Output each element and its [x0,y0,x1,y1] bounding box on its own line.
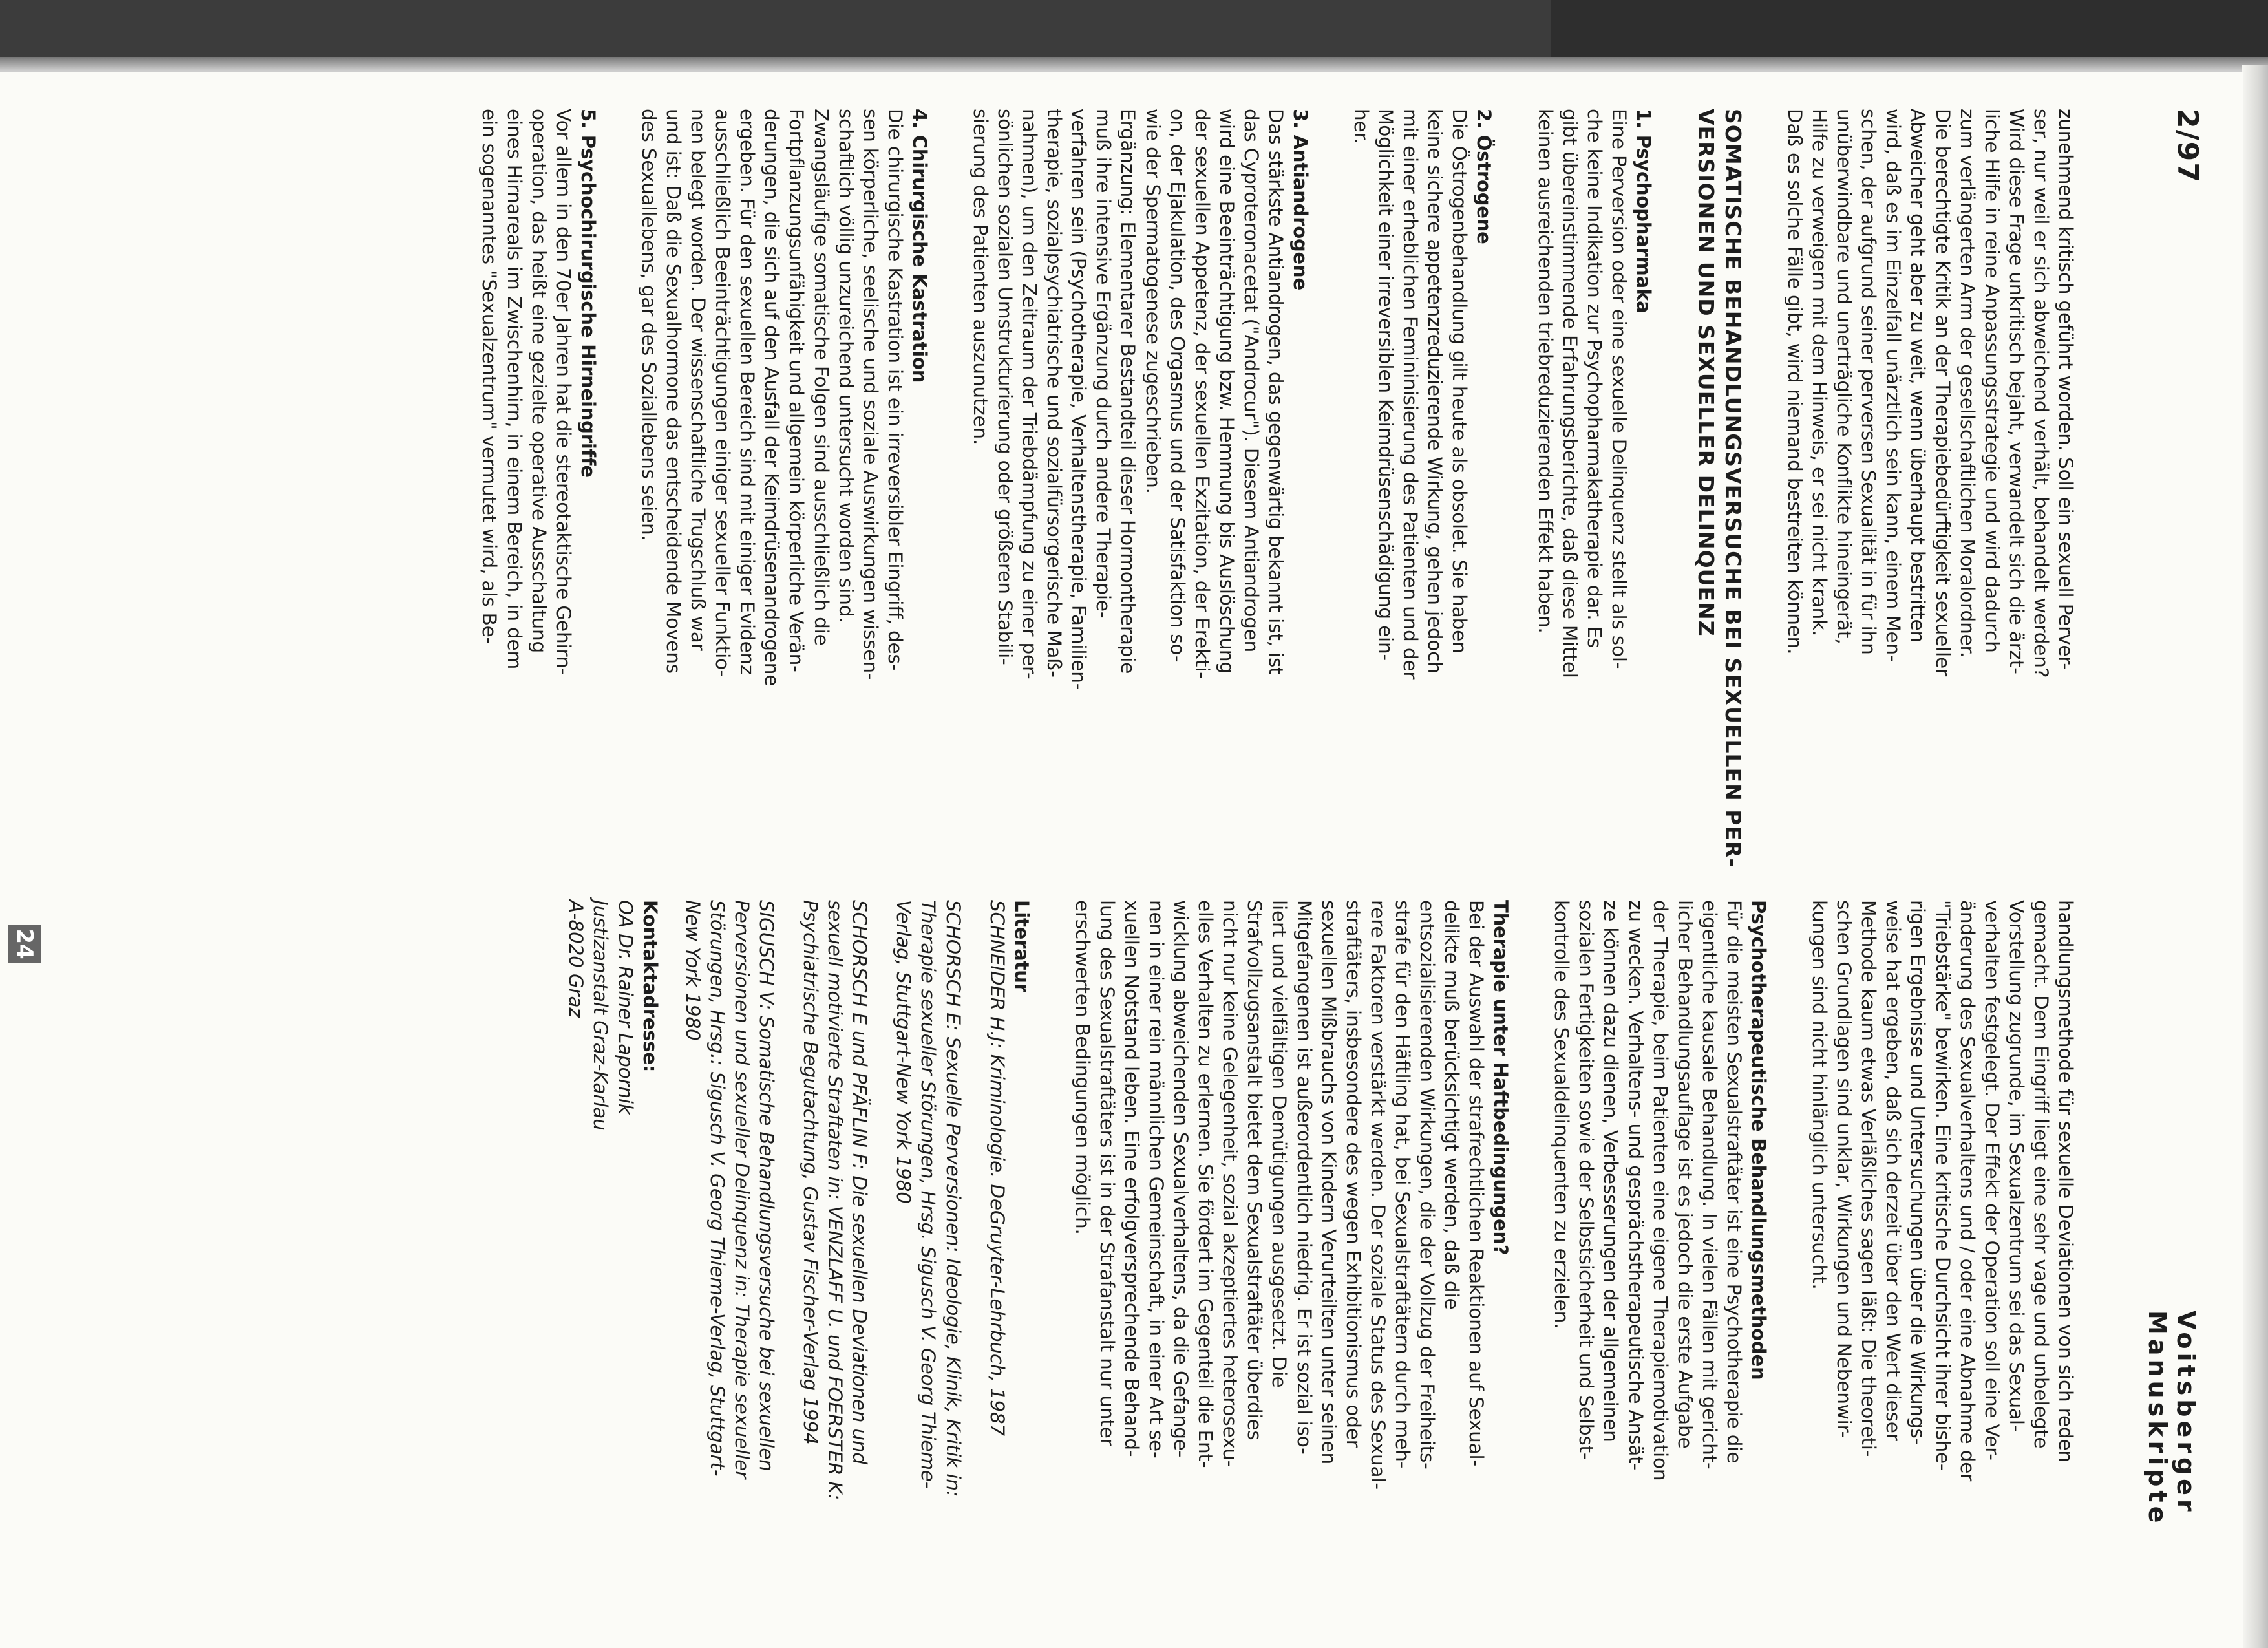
heading-haft: Therapie unter Haftbedingungen? [1490,900,1512,1256]
text-line: ein sogenanntes "Sexualzentrum" vermutet wird, als Be- [478,109,501,645]
issue-number: 2/97 [2171,109,2204,184]
text-line: liert und vielfältigen Demütigungen ausgesetzt. Die [1268,900,1291,1388]
text-line: che keine Indikation zur Psychopharmakatherapie dar. Es [1583,109,1606,648]
text-line: sen körperliche, seelische und soziale Auswirkungen wissen- [859,109,882,680]
text-line: "Triebstärke" bewirken. Eine kritische Durchsicht ihrer bishe- [1931,900,1954,1471]
page-right-edge [2242,65,2268,1648]
text-line: handlungsmethode für sexuelle Deviationen von sich reden [2055,900,2077,1462]
document-page [0,72,2243,1648]
text-line: ausschließlich Beeinträchtigungen einiger sexueller Funktio- [712,109,734,677]
text-line: elles Verhalten zu erlernen. Sie fördert im Gegenteil die Ent- [1194,900,1217,1468]
section-title-line-2: VERSIONEN UND SEXUELLER DELINQUENZ [1693,109,1719,637]
text-line: xuellen Notstand leben. Eine erfolgversprechende Behand- [1120,900,1143,1457]
haft-text [1070,900,1489,1618]
heading-hirneingriffe: 5. Psychochirurgische Hirneingriffe [577,109,599,478]
text-line: nen belegt worden. Der wissenschaftliche Trugschluß war [687,109,710,651]
text-line: Wird diese Frage unkritisch bejaht, verwandelt sich die ärzt- [2005,109,2028,674]
text-line: unüberwindbare und unerträgliche Konflikte hineingerät, [1833,109,1856,645]
text-line: sierung des Patienten auszunutzen. [969,109,991,445]
text-line: Hilfe zu verweigern mit dem Hinweis, er sei nicht krank. [1808,109,1831,637]
text-line: nicht nur keine Gelegenheit, sozial akzeptiertes heterosexu- [1219,900,1242,1468]
text-line: keinen ausreichenden triebreduzierenden Effekt haben. [1534,109,1556,634]
text-line: A-8020 Graz [565,900,588,1018]
text-line: Fortpflanzungsunfähigkeit und allgemein körperliche Verän- [785,109,808,672]
text-line: der sexuellen Appetenz, der sexuellen Exzitation, der Erekti- [1191,109,1213,679]
text-line: das Cyproteronacetat ("Androcur"). Diesem Antiandrogen [1240,109,1262,653]
text-line: verfahren sein (Psychotherapie, Verhaltenstherapie, Familien- [1068,109,1090,690]
literature-line: Psychiatrische Begutachtung, Gustav Fischer-Verlag 1994 [800,900,822,1445]
heading-antiandrogene: 3. Antiandrogene [1289,109,1312,290]
literature-entry [681,900,779,1618]
text-line: sozialen Fertigkeiten sowie der Selbstsicherheit und Selbst- [1575,900,1598,1460]
right-column [564,900,2078,1618]
text-line: Vor allem in den 70er Jahren hat die stereotaktische Gehirn- [552,109,575,675]
journal-title: Voitsberger Manuskripte [2143,1311,2200,1527]
heading-psychopharmaka: 1. Psychopharmaka [1632,109,1655,314]
hirneingriffe-text [477,109,575,833]
text-line: licher Behandlungsauflage ist es jedoch die erste Aufgabe [1673,900,1696,1449]
text-line: straftäters, insbesondere des wegen Exhibitionismus oder [1342,900,1364,1448]
literature-line: SIGUSCH V: Somatische Behandlungsversuche bei sexuellen [755,900,778,1471]
heading-kastration: 4. Chirurgische Kastration [908,109,931,383]
text-line: rere Faktoren verstärkt werden. Der soziale Status des Sexual- [1366,900,1389,1490]
text-line: ser, nur weil er sich abweichend verhält, behandelt werden? [2030,109,2052,678]
text-line: entsozialisierenden Wirkungen, die der Vollzug der Freiheits- [1416,900,1439,1470]
text-line: Eine Perversion oder eine sexuelle Delinquenz stellt als sol- [1607,109,1630,669]
text-line: Strafvollzugsanstalt bietet dem Sexualstraftäter überdies [1244,900,1266,1440]
text-line: Vorstellung zugrunde, im Sexualzentrum sei das Sexual- [2005,900,2028,1432]
text-line: schen Grundlagen sind unklar, Wirkungen und Nebenwir- [1833,900,1856,1439]
text-line: Justizanstalt Graz-Karlau [589,900,612,1131]
literature-line: SCHNEIDER H.J: Kriminologie. DeGruyter-Lehrbuch, 1987 [986,900,1008,1436]
section-title-line-1: SOMATISCHE BEHANDLUNGSVERSUCHE BEI SEXUELLEN PER- [1720,109,1746,868]
literature-entry [798,900,872,1618]
text-line: operation, das heißt eine gezielte operative Ausschaltung [527,109,550,654]
text-line: sönlichen sozialen Umstrukturierung oder größeren Stabili- [994,109,1016,665]
text-line: derungen, die sich auf den Ausfall der Keimdrüsenandrogene [761,109,783,687]
literature-line: Verlag, Stuttgart-New York 1980 [893,900,915,1204]
literature-entry [891,900,965,1618]
text-line: ze können dazu dienen, Verbesserungen der allgemeinen [1600,900,1622,1442]
intro-paragraph [1783,109,2078,833]
text-line: wicklung abweichenden Sexualverhaltens, da die Gefange- [1170,900,1192,1458]
heading-psychotherapie: Psychotherapeutische Behandlungsmethoden [1747,900,1770,1380]
text-line: Ergänzung: Elementarer Bestandteil dieser Hormontherapie [1117,109,1139,674]
text-line: keine sichere appetenzreduzierende Wirkung, gehen jedoch [1424,109,1447,674]
text-line: strafe für den Häftling hat, bei Sexualstraftätern durch meh- [1391,900,1414,1469]
text-line: sexuellen Mißbrauchs von Kindern Verurteilten unter seinen [1317,900,1340,1464]
psychotherapie-text [1549,900,1746,1618]
text-line: Methode kaum etwas Verläßliches sagen läßt: Die theoreti- [1858,900,1880,1457]
text-line: lung des Sexualstraftäters ist in der Strafanstalt nur unter [1096,900,1118,1446]
kastration-text [637,109,907,833]
text-line: wie der Spermatogenese zugeschrieben. [1141,109,1164,494]
text-line: OA Dr. Rainer Lapornik [614,900,637,1115]
text-line: gibt übereinstimmende Erfahrungsberichte, daß diese Mittel [1558,109,1581,678]
text-line: verhalten festgelegt. Der Effekt der Operation soll eine Ver- [1980,900,2003,1461]
text-line: zunehmend kritisch geführt worden. Soll ein sexuell Perver- [2055,109,2077,670]
text-line: kontrolle des Sexualdelinquenten zu erzielen. [1551,900,1573,1329]
text-line: Für die meisten Sexualstraftäter ist eine Psychotherapie die [1722,900,1745,1464]
literature-line: Therapie sexueller Störungen, Hrsg. Sigusch V. Georg Thieme- [917,900,940,1489]
text-line: on, der Ejakulation, des Orgasmus und der Satisfaktion so- [1166,109,1189,663]
text-line: Abweicher geht aber zu weit, wenn überhaupt bestritten [1907,109,1929,643]
text-line: delikte muß berücksichtigt werden, daß die [1441,900,1463,1310]
text-line: änderung des Sexualverhaltens und / oder eine Abnahme der [1956,900,1978,1482]
text-line: Die berechtigte Kritik an der Therapiebedürftigkeit sexueller [1931,109,1954,676]
literature-line: New York 1980 [681,900,704,1041]
text-line: wird, daß es im Einzelfall unärztlich sein kann, einem Men- [1882,109,1905,662]
text-line: Zwangsläufige somatische Folgen sind ausschließlich die [810,109,832,646]
text-line: erschwerten Bedingungen möglich. [1071,900,1094,1235]
antiandrogene-text [968,109,1288,833]
page-number: 24 [8,925,41,963]
text-line: Die chirurgische Kastration ist ein irreversibler Eingriff, des- [884,109,906,671]
text-line: zum verlängerten Arm der gesellschaftlichen Moralordner. [1956,109,1978,658]
literature-list [681,900,1010,1618]
text-line: Möglichkeit einer irreversiblen Keimdrüsenschädigung ein- [1375,109,1397,661]
literature-line: Störungen, Hrsg.: Sigusch V. Georg Thieme-Verlag, Stuttgart- [706,900,728,1477]
text-line: Daß es solche Fälle gibt, wird niemand bestreiten können. [1783,109,1806,655]
text-line: Bei der Auswahl der strafrechtlichen Reaktionen auf Sexual- [1465,900,1488,1466]
literature-line: SCHORSCH E und PFÄFLIN F: Die sexuellen Deviationen und [849,900,871,1464]
text-line: gemacht. Dem Eingriff liegt eine sehr vage und unbelegte [2030,900,2052,1449]
text-line: schaftlich völlig unzureichend untersucht worden sind. [834,109,857,623]
rotated-page-content [0,72,2243,1648]
left-column [477,109,2078,868]
text-line: und ist: Daß die Sexualhormone das entscheidende Movens [662,109,684,674]
text-line: des Sexuallebens, gar des Soziallebens seien. [637,109,660,541]
heading-oestrogene: 2. Östrogene [1473,109,1496,244]
literature-line: Perversionen und sexueller Delinquenz in: Therapie sexueller [730,900,753,1479]
psychopharmaka-text [1533,109,1631,833]
literature-line: SCHORSCH E: Sexuelle Perversionen: Ideologie, Klinik, Kritik in: [942,900,964,1497]
text-line: wird eine Beeinträchtigung bzw. Hemmung bis Auslöschung [1215,109,1238,674]
text-line: schen, der aufgrund seiner perversen Sexualität in für ihn [1858,109,1880,655]
text-line: weise hat ergeben, daß sich derzeit über den Wert dieser [1882,900,1905,1441]
text-line: ergeben. Für den sexuellen Bereich sind mit einiger Evidenz [736,109,759,675]
literature-line: sexuell motivierte Straftaten in: VENZLAFF U. und FOERSTER K: [824,900,847,1501]
text-line: eines Hirnareals im Zwischenhirn, in einem Bereich, in dem [503,109,525,670]
text-line: therapie, sozialpsychiatrische und sozialfürsorgerische Maß- [1043,109,1066,678]
text-line: Das stärkste Antiandrogen, das gegenwärtig bekannt ist, ist [1265,109,1288,675]
heading-literatur: Literatur [1010,900,1033,992]
text-line: Die Östrogenbehandlung gilt heute als obsolet. Sie haben [1448,109,1471,654]
text-line: muß ihre intensive Ergänzung durch andere Therapie- [1092,109,1115,619]
text-line: mit einer erheblichen Femininisierung des Patienten und der [1399,109,1422,680]
literature-entry [985,900,1010,1618]
text-line: Mitgefangenen ist außerordentlich niedrig. Er ist sozial iso- [1293,900,1315,1455]
text-line: rigen Ergebnisse und Untersuchungen über die Wirkungs- [1907,900,1929,1446]
heading-kontakt: Kontaktadresse: [639,900,661,1073]
text-line: nahmen), um den Zeitraum der Triebdämpfung zu einer per- [1019,109,1041,680]
oestrogene-text [1349,109,1472,833]
text-line: kungen sind nicht hinlänglich untersucht. [1808,900,1831,1290]
text-line: der Therapie, beim Patienten eine eigene Therapiemotivation [1649,900,1671,1481]
text-line: liche Hilfe in reine Anpassungsstrategie und wird dadurch [1980,109,2003,653]
hirneingriffe-continued [1807,900,2078,1618]
text-line: nen in einer rein männlichen Gemeinschaft, in einer Art se- [1145,900,1167,1459]
contact-address [564,900,637,1618]
text-line: zu wecken. Verhaltens- und gesprächstherapeutische Ansät- [1624,900,1647,1470]
text-line: her. [1350,109,1373,144]
text-line: eigentliche kausale Behandlung. In vielen Fällen mit gericht- [1698,900,1721,1470]
